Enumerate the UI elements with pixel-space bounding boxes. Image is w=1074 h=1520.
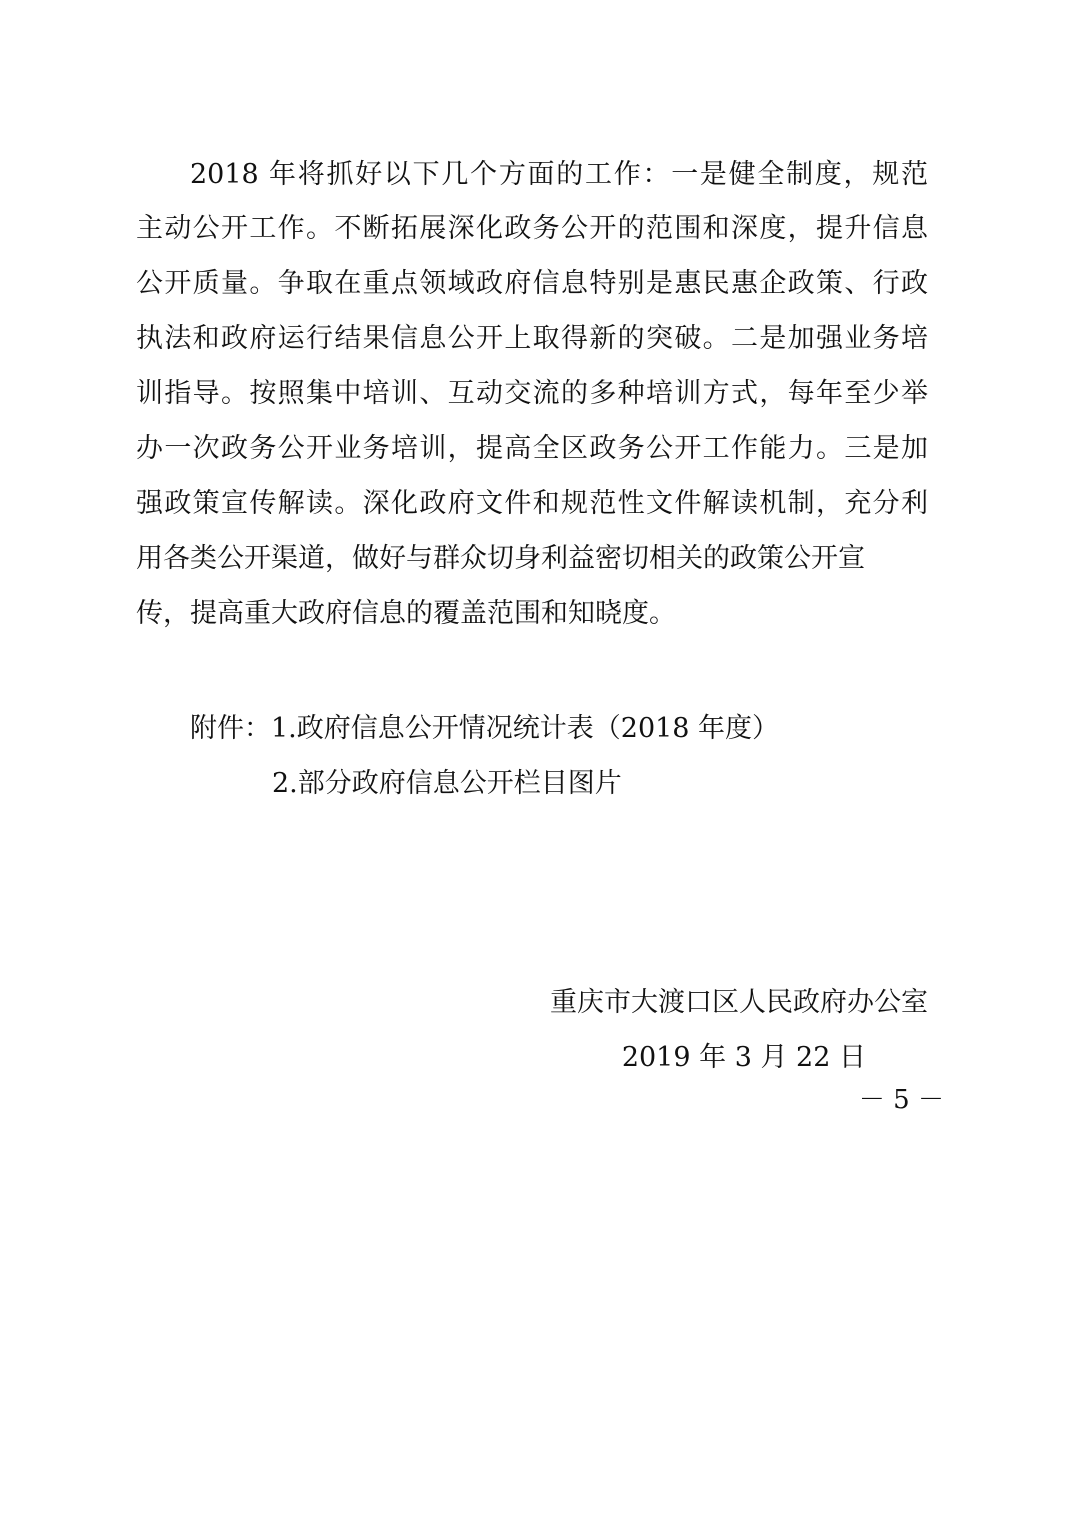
body-line-1: 2018 年将抓好以下几个方面的工作：一是健全制度，规范: [190, 159, 928, 190]
body-line-2: 主动公开工作。不断拓展深化政务公开的范围和深度，提升信息: [136, 213, 928, 244]
page-number: － 5 －: [858, 1085, 944, 1115]
body-line-3: 公开质量。争取在重点领域政府信息特别是惠民惠企政策、行政: [136, 268, 928, 299]
body-line-6: 办一次政务公开业务培训，提高全区政务公开工作能力。三是加: [136, 433, 928, 464]
body-line-7: 强政策宣传解读。深化政府文件和规范性文件解读机制，充分利: [136, 488, 928, 519]
attachment-line-1: 附件：1.政府信息公开情况统计表（2018 年度）: [190, 713, 780, 744]
body-line-4: 执法和政府运行结果信息公开上取得新的突破。二是加强业务培: [136, 323, 928, 354]
issue-date: 2019 年 3 月 22 日: [621, 1042, 866, 1073]
body-line-5: 训指导。按照集中培训、互动交流的多种培训方式，每年至少举: [136, 378, 928, 409]
attachment-line-2: 2.部分政府信息公开栏目图片: [272, 768, 622, 799]
body-line-8: 用各类公开渠道，做好与群众切身利益密切相关的政策公开宣: [136, 543, 865, 574]
body-line-9: 传，提高重大政府信息的覆盖范围和知晓度。: [136, 598, 676, 629]
issuing-organization: 重庆市大渡口区人民政府办公室: [550, 987, 928, 1018]
